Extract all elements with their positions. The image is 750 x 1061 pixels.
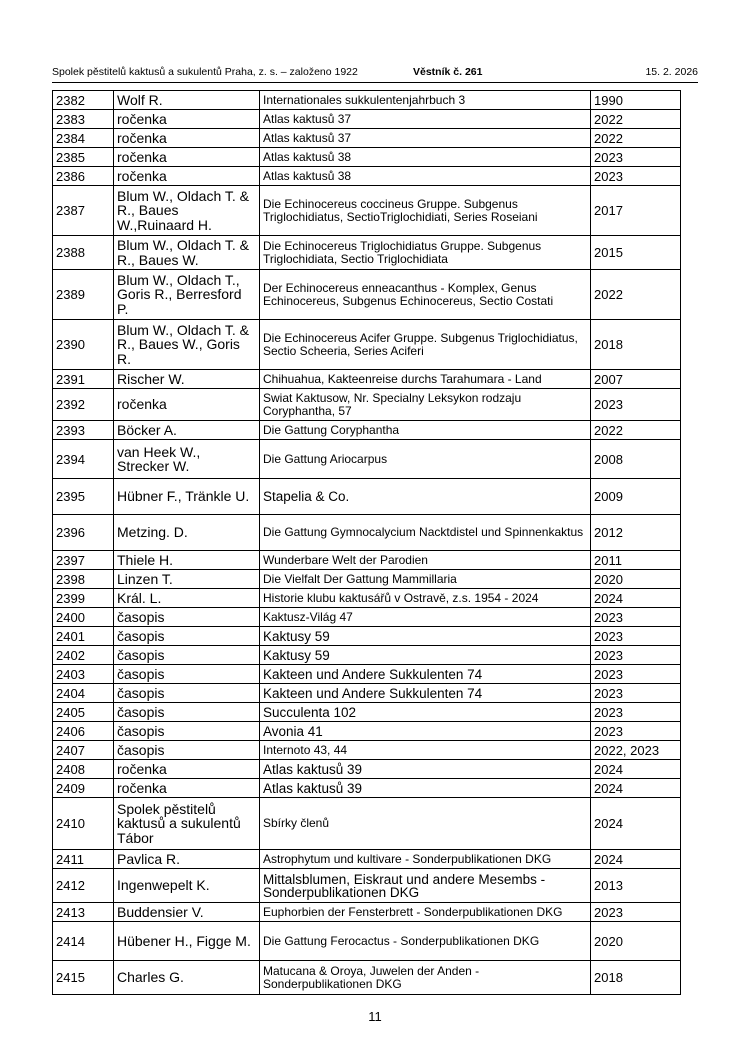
- catalog-number: 2398: [53, 570, 114, 589]
- catalog-number: 2399: [53, 589, 114, 608]
- title-cell: Kaktusz-Világ 47: [260, 608, 591, 627]
- catalog-number: 2388: [53, 236, 114, 270]
- title-cell: Die Vielfalt Der Gattung Mammillaria: [260, 570, 591, 589]
- table-row: [53, 850, 681, 869]
- table-row: [53, 515, 681, 551]
- year-cell: 2024: [591, 589, 681, 608]
- catalog-number: 2410: [53, 798, 114, 850]
- catalog-number: 2393: [53, 421, 114, 440]
- catalog-number: 2403: [53, 665, 114, 684]
- title-cell: Die Echinocereus coccineus Gruppe. Subgenus Triglochidiatus, SectioTriglochidiati, Series Roseiani: [260, 186, 591, 236]
- table-row: [53, 421, 681, 440]
- year-cell: 2024: [591, 798, 681, 850]
- page-number: 11: [368, 1009, 382, 1024]
- year-cell: 2023: [591, 722, 681, 741]
- title-cell: Historie klubu kaktusářů v Ostravě, z.s. 1954 - 2024: [260, 589, 591, 608]
- year-cell: 2020: [591, 922, 681, 961]
- author-cell: časopis: [114, 665, 260, 684]
- catalog-number: 2386: [53, 167, 114, 186]
- author-cell: ročenka: [114, 148, 260, 167]
- title-cell: Atlas kaktusů 39: [260, 760, 591, 779]
- table-row: [53, 551, 681, 570]
- author-cell: Blum W., Oldach T. & R., Baues W.,Ruinaard H.: [114, 186, 260, 236]
- title-cell: Sbírky členů: [260, 798, 591, 850]
- author-cell: ročenka: [114, 760, 260, 779]
- year-cell: 2018: [591, 320, 681, 370]
- catalog-number: 2383: [53, 110, 114, 129]
- table-row: [53, 869, 681, 903]
- year-cell: 2023: [591, 646, 681, 665]
- year-cell: 1990: [591, 91, 681, 110]
- title-cell: Kaktusy 59: [260, 627, 591, 646]
- catalog-number: 2385: [53, 148, 114, 167]
- title-cell: Die Echinocereus Acifer Gruppe. Subgenus Triglochidiatus, Sectio Scheeria, Series Aciferi: [260, 320, 591, 370]
- catalog-number: 2413: [53, 903, 114, 922]
- author-cell: ročenka: [114, 167, 260, 186]
- author-cell: Rischer W.: [114, 370, 260, 389]
- title-cell: Chihuahua, Kakteenreise durchs Tarahumara - Land: [260, 370, 591, 389]
- title-cell: Wunderbare Welt der Parodien: [260, 551, 591, 570]
- catalog-number: 2409: [53, 779, 114, 798]
- title-cell: Internoto 43, 44: [260, 741, 591, 760]
- year-cell: 2023: [591, 903, 681, 922]
- year-cell: 2023: [591, 148, 681, 167]
- catalog-number: 2404: [53, 684, 114, 703]
- table-row: [53, 236, 681, 270]
- table-row: [53, 270, 681, 320]
- table-row: [53, 167, 681, 186]
- author-cell: Blum W., Oldach T. & R., Baues W., Goris R.: [114, 320, 260, 370]
- table-row: [53, 186, 681, 236]
- catalog-number: 2405: [53, 703, 114, 722]
- table-row: [53, 922, 681, 961]
- author-cell: Hübener H., Figge M.: [114, 922, 260, 961]
- catalog-number: 2384: [53, 129, 114, 148]
- year-cell: 2009: [591, 479, 681, 515]
- author-cell: Charles G.: [114, 961, 260, 995]
- year-cell: 2022: [591, 129, 681, 148]
- table-row: [53, 389, 681, 421]
- table-row: [53, 91, 681, 110]
- author-cell: Buddensier V.: [114, 903, 260, 922]
- title-cell: Atlas kaktusů 37: [260, 129, 591, 148]
- title-cell: Succulenta 102: [260, 703, 591, 722]
- catalog-number: 2389: [53, 270, 114, 320]
- author-cell: Blum W., Oldach T. & R., Baues W.: [114, 236, 260, 270]
- table-row: [53, 798, 681, 850]
- title-cell: Die Gattung Ariocarpus: [260, 440, 591, 479]
- catalog-number: 2407: [53, 741, 114, 760]
- catalog-number: 2412: [53, 869, 114, 903]
- catalog-number: 2396: [53, 515, 114, 551]
- year-cell: 2023: [591, 627, 681, 646]
- catalog-number: 2408: [53, 760, 114, 779]
- author-cell: Ingenwepelt K.: [114, 869, 260, 903]
- author-cell: Metzing. D.: [114, 515, 260, 551]
- author-cell: časopis: [114, 741, 260, 760]
- year-cell: 2023: [591, 389, 681, 421]
- header-date: 15. 2. 2026: [645, 66, 698, 78]
- year-cell: 2008: [591, 440, 681, 479]
- table-row: [53, 479, 681, 515]
- year-cell: 2024: [591, 779, 681, 798]
- author-cell: ročenka: [114, 129, 260, 148]
- year-cell: 2024: [591, 760, 681, 779]
- author-cell: časopis: [114, 722, 260, 741]
- year-cell: 2022: [591, 421, 681, 440]
- catalog-number: 2406: [53, 722, 114, 741]
- catalog-number: 2400: [53, 608, 114, 627]
- table-row: [53, 370, 681, 389]
- title-cell: Stapelia & Co.: [260, 479, 591, 515]
- year-cell: 2023: [591, 608, 681, 627]
- catalog-number: 2414: [53, 922, 114, 961]
- table-row: [53, 665, 681, 684]
- table-row: [53, 684, 681, 703]
- title-cell: Matucana & Oroya, Juwelen der Anden - Sonderpublikationen DKG: [260, 961, 591, 995]
- author-cell: časopis: [114, 627, 260, 646]
- title-cell: Die Gattung Coryphantha: [260, 421, 591, 440]
- title-cell: Der Echinocereus enneacanthus - Komplex, Genus Echinocereus, Subgenus Echinocereus, Sectio Costati: [260, 270, 591, 320]
- author-cell: časopis: [114, 684, 260, 703]
- title-cell: Swiat Kaktusow, Nr. Specialny Leksykon rodzaju Coryphantha, 57: [260, 389, 591, 421]
- year-cell: 2015: [591, 236, 681, 270]
- table-row: [53, 110, 681, 129]
- author-cell: Pavlica R.: [114, 850, 260, 869]
- author-cell: Spolek pěstitelů kaktusů a sukulentů Tábor: [114, 798, 260, 850]
- title-cell: Mittalsblumen, Eiskraut und andere Mesembs - Sonderpublikationen DKG: [260, 869, 591, 903]
- title-cell: Avonia 41: [260, 722, 591, 741]
- table-row: [53, 320, 681, 370]
- title-cell: Die Echinocereus Triglochidiatus Gruppe. Subgenus Triglochidiata, Sectio Triglochidiata: [260, 236, 591, 270]
- table-row: [53, 570, 681, 589]
- author-cell: Linzen T.: [114, 570, 260, 589]
- title-cell: Internationales sukkulentenjahrbuch 3: [260, 91, 591, 110]
- catalog-number: 2395: [53, 479, 114, 515]
- author-cell: ročenka: [114, 779, 260, 798]
- table-row: [53, 589, 681, 608]
- title-cell: Atlas kaktusů 38: [260, 167, 591, 186]
- author-cell: Thiele H.: [114, 551, 260, 570]
- header-rule: [52, 82, 698, 83]
- catalog-number: 2397: [53, 551, 114, 570]
- table-row: [53, 440, 681, 479]
- table-row: [53, 722, 681, 741]
- year-cell: 2022: [591, 270, 681, 320]
- catalog-number: 2391: [53, 370, 114, 389]
- library-catalog-table: [52, 90, 681, 995]
- catalog-number: 2415: [53, 961, 114, 995]
- author-cell: Böcker A.: [114, 421, 260, 440]
- header-issue: Věstník č. 261: [413, 66, 483, 78]
- author-cell: Král. L.: [114, 589, 260, 608]
- title-cell: Die Gattung Gymnocalycium Nacktdistel und Spinnenkaktus: [260, 515, 591, 551]
- table-row: [53, 961, 681, 995]
- table-row: [53, 779, 681, 798]
- author-cell: van Heek W., Strecker W.: [114, 440, 260, 479]
- catalog-number: 2401: [53, 627, 114, 646]
- table-row: [53, 148, 681, 167]
- catalog-number: 2411: [53, 850, 114, 869]
- year-cell: 2023: [591, 684, 681, 703]
- author-cell: Blum W., Oldach T., Goris R., Berresford P.: [114, 270, 260, 320]
- table-row: [53, 627, 681, 646]
- year-cell: 2017: [591, 186, 681, 236]
- catalog-number: 2402: [53, 646, 114, 665]
- table-row: [53, 608, 681, 627]
- author-cell: časopis: [114, 703, 260, 722]
- author-cell: Hübner F., Tränkle U.: [114, 479, 260, 515]
- table-row: [53, 903, 681, 922]
- title-cell: Atlas kaktusů 39: [260, 779, 591, 798]
- table-row: [53, 703, 681, 722]
- author-cell: ročenka: [114, 110, 260, 129]
- year-cell: 2018: [591, 961, 681, 995]
- title-cell: Kakteen und Andere Sukkulenten 74: [260, 665, 591, 684]
- year-cell: 2020: [591, 570, 681, 589]
- author-cell: ročenka: [114, 389, 260, 421]
- title-cell: Kakteen und Andere Sukkulenten 74: [260, 684, 591, 703]
- table-row: [53, 741, 681, 760]
- page-header: [52, 66, 698, 78]
- title-cell: Euphorbien der Fensterbrett - Sonderpublikationen DKG: [260, 903, 591, 922]
- year-cell: 2022: [591, 110, 681, 129]
- title-cell: Atlas kaktusů 38: [260, 148, 591, 167]
- title-cell: Atlas kaktusů 37: [260, 110, 591, 129]
- author-cell: časopis: [114, 608, 260, 627]
- year-cell: 2012: [591, 515, 681, 551]
- title-cell: Die Gattung Ferocactus - Sonderpublikationen DKG: [260, 922, 591, 961]
- header-organization: Spolek pěstitelů kaktusů a sukulentů Praha, z. s. – založeno 1922: [52, 66, 358, 78]
- table-row: [53, 129, 681, 148]
- catalog-number: 2387: [53, 186, 114, 236]
- year-cell: 2022, 2023: [591, 741, 681, 760]
- year-cell: 2023: [591, 167, 681, 186]
- year-cell: 2007: [591, 370, 681, 389]
- year-cell: 2023: [591, 703, 681, 722]
- author-cell: časopis: [114, 646, 260, 665]
- author-cell: Wolf R.: [114, 91, 260, 110]
- catalog-number: 2394: [53, 440, 114, 479]
- title-cell: Astrophytum und kultivare - Sonderpublikationen DKG: [260, 850, 591, 869]
- table-row: [53, 760, 681, 779]
- year-cell: 2013: [591, 869, 681, 903]
- catalog-number: 2382: [53, 91, 114, 110]
- table-row: [53, 646, 681, 665]
- title-cell: Kaktusy 59: [260, 646, 591, 665]
- year-cell: 2023: [591, 665, 681, 684]
- catalog-number: 2392: [53, 389, 114, 421]
- year-cell: 2024: [591, 850, 681, 869]
- catalog-number: 2390: [53, 320, 114, 370]
- year-cell: 2011: [591, 551, 681, 570]
